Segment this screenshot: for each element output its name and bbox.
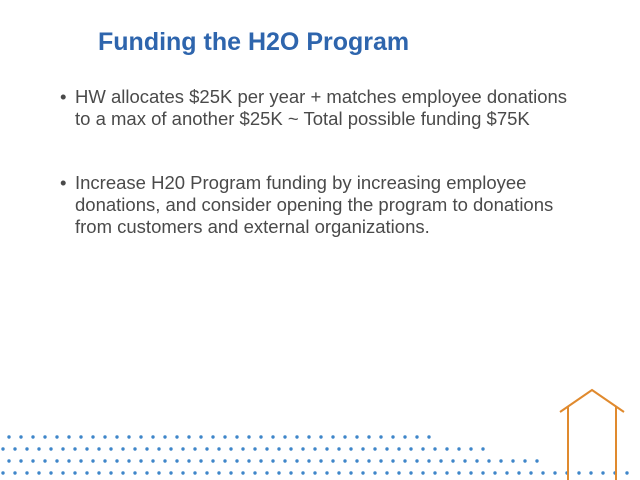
pattern-dot xyxy=(61,447,64,450)
pattern-dot xyxy=(313,471,316,474)
bullet-marker: • xyxy=(60,172,67,193)
pattern-dot xyxy=(361,471,364,474)
pattern-dot xyxy=(181,471,184,474)
pattern-dot xyxy=(13,447,16,450)
pattern-dot xyxy=(523,459,526,462)
pattern-dot xyxy=(493,471,496,474)
pattern-dot xyxy=(289,471,292,474)
pattern-dot xyxy=(7,459,10,462)
pattern-dot xyxy=(229,471,232,474)
pattern-dot xyxy=(295,459,298,462)
pattern-dot xyxy=(265,447,268,450)
pattern-dot xyxy=(133,471,136,474)
pattern-dot xyxy=(151,459,154,462)
pattern-dot xyxy=(337,447,340,450)
pattern-dot xyxy=(247,459,250,462)
pattern-dot xyxy=(205,471,208,474)
pattern-dot xyxy=(445,447,448,450)
pattern-dot xyxy=(451,459,454,462)
pattern-dot xyxy=(91,435,94,438)
pattern-dot xyxy=(43,459,46,462)
pattern-dot xyxy=(427,459,430,462)
pattern-dot xyxy=(259,435,262,438)
bullet-marker: • xyxy=(60,86,67,107)
pattern-dot xyxy=(241,447,244,450)
bullet-text: HW allocates $25K per year + matches employee donations to a max of another $25K ~ Total possible funding $75K xyxy=(75,86,568,129)
pattern-dot xyxy=(7,435,10,438)
pattern-dot xyxy=(97,447,100,450)
pattern-dot xyxy=(421,471,424,474)
pattern-dot xyxy=(325,471,328,474)
pattern-dot xyxy=(343,435,346,438)
pattern-dot xyxy=(85,447,88,450)
pattern-dot xyxy=(397,471,400,474)
pattern-dot xyxy=(19,435,22,438)
pattern-dot xyxy=(73,471,76,474)
pattern-dot xyxy=(517,471,520,474)
pattern-dot xyxy=(511,459,514,462)
house-outline-icon xyxy=(560,390,624,480)
pattern-dot xyxy=(49,471,52,474)
pattern-dot xyxy=(349,471,352,474)
pattern-dot xyxy=(265,471,268,474)
pattern-dot xyxy=(19,459,22,462)
pattern-dot xyxy=(331,435,334,438)
pattern-dot xyxy=(373,447,376,450)
pattern-dot xyxy=(25,447,28,450)
pattern-dot xyxy=(223,459,226,462)
pattern-dot xyxy=(439,459,442,462)
pattern-dot xyxy=(577,471,580,474)
pattern-dot xyxy=(457,471,460,474)
pattern-dot xyxy=(445,471,448,474)
pattern-dot xyxy=(337,471,340,474)
pattern-dot xyxy=(169,471,172,474)
pattern-dot xyxy=(355,459,358,462)
pattern-dot xyxy=(55,459,58,462)
pattern-dot xyxy=(367,435,370,438)
pattern-dot xyxy=(175,435,178,438)
pattern-dot xyxy=(325,447,328,450)
pattern-dot xyxy=(109,447,112,450)
pattern-dot xyxy=(541,471,544,474)
pattern-dot xyxy=(193,447,196,450)
pattern-dot xyxy=(301,471,304,474)
pattern-dot xyxy=(319,435,322,438)
pattern-dot xyxy=(163,435,166,438)
pattern-dot xyxy=(235,459,238,462)
pattern-dot xyxy=(415,435,418,438)
pattern-dot xyxy=(403,435,406,438)
pattern-dot xyxy=(1,447,4,450)
pattern-dot xyxy=(505,471,508,474)
pattern-dot xyxy=(37,447,40,450)
pattern-dot xyxy=(385,447,388,450)
pattern-dot xyxy=(361,447,364,450)
pattern-dot xyxy=(31,435,34,438)
pattern-dot xyxy=(589,471,592,474)
pattern-dot xyxy=(331,459,334,462)
pattern-dot xyxy=(115,459,118,462)
pattern-dot xyxy=(403,459,406,462)
bullet-text: Increase H20 Program funding by increasing employee donations, and consider opening the program to donations from customers and external organizations. xyxy=(75,172,554,237)
pattern-dot xyxy=(211,435,214,438)
pattern-dot xyxy=(157,471,160,474)
pattern-dot xyxy=(259,459,262,462)
pattern-dot xyxy=(421,447,424,450)
pattern-dot xyxy=(217,447,220,450)
pattern-dot xyxy=(469,447,472,450)
pattern-dot xyxy=(163,459,166,462)
pattern-dot xyxy=(229,447,232,450)
pattern-dot xyxy=(295,435,298,438)
pattern-dot xyxy=(145,471,148,474)
pattern-dot xyxy=(121,447,124,450)
pattern-dot xyxy=(73,447,76,450)
pattern-dot xyxy=(307,435,310,438)
pattern-dot xyxy=(487,459,490,462)
pattern-dot xyxy=(115,435,118,438)
pattern-dot xyxy=(529,471,532,474)
pattern-dot xyxy=(169,447,172,450)
pattern-dot xyxy=(253,471,256,474)
pattern-dot xyxy=(385,471,388,474)
pattern-dot xyxy=(283,459,286,462)
pattern-dot xyxy=(409,447,412,450)
pattern-dot xyxy=(145,447,148,450)
pattern-dot xyxy=(319,459,322,462)
pattern-dot xyxy=(499,459,502,462)
pattern-dot xyxy=(289,447,292,450)
pattern-dot xyxy=(463,459,466,462)
pattern-dot xyxy=(391,459,394,462)
pattern-dot xyxy=(409,471,412,474)
pattern-dot xyxy=(283,435,286,438)
pattern-dot xyxy=(151,435,154,438)
pattern-dot xyxy=(307,459,310,462)
pattern-dot xyxy=(481,447,484,450)
pattern-dot xyxy=(241,471,244,474)
pattern-dot xyxy=(277,471,280,474)
pattern-dot xyxy=(157,447,160,450)
slide-title: Funding the H2O Program xyxy=(98,28,410,56)
pattern-dot xyxy=(391,435,394,438)
pattern-dot xyxy=(55,435,58,438)
pattern-dot xyxy=(43,435,46,438)
pattern-dot xyxy=(601,471,604,474)
dot-pattern xyxy=(1,435,628,474)
pattern-dot xyxy=(427,435,430,438)
pattern-dot xyxy=(37,471,40,474)
pattern-dot xyxy=(67,459,70,462)
pattern-dot xyxy=(373,471,376,474)
pattern-dot xyxy=(187,435,190,438)
pattern-dot xyxy=(139,435,142,438)
pattern-dot xyxy=(103,435,106,438)
pattern-dot xyxy=(139,459,142,462)
pattern-dot xyxy=(349,447,352,450)
pattern-dot xyxy=(211,459,214,462)
pattern-dot xyxy=(625,471,628,474)
pattern-dot xyxy=(121,471,124,474)
pattern-dot xyxy=(433,447,436,450)
pattern-dot xyxy=(277,447,280,450)
pattern-dot xyxy=(205,447,208,450)
pattern-dot xyxy=(193,471,196,474)
pattern-dot xyxy=(49,447,52,450)
pattern-dot xyxy=(253,447,256,450)
pattern-dot xyxy=(235,435,238,438)
pattern-dot xyxy=(61,471,64,474)
pattern-dot xyxy=(367,459,370,462)
pattern-dot xyxy=(79,459,82,462)
pattern-dot xyxy=(85,471,88,474)
pattern-dot xyxy=(13,471,16,474)
pattern-dot xyxy=(25,471,28,474)
pattern-dot xyxy=(127,459,130,462)
pattern-dot xyxy=(469,471,472,474)
pattern-dot xyxy=(271,435,274,438)
pattern-dot xyxy=(175,459,178,462)
pattern-dot xyxy=(67,435,70,438)
pattern-dot xyxy=(379,459,382,462)
pattern-dot xyxy=(553,471,556,474)
pattern-dot xyxy=(199,459,202,462)
pattern-dot xyxy=(301,447,304,450)
pattern-dot xyxy=(397,447,400,450)
pattern-dot xyxy=(223,435,226,438)
pattern-dot xyxy=(457,447,460,450)
pattern-dot xyxy=(415,459,418,462)
pattern-dot xyxy=(109,471,112,474)
pattern-dot xyxy=(199,435,202,438)
pattern-dot xyxy=(97,471,100,474)
pattern-dot xyxy=(247,435,250,438)
pattern-dot xyxy=(217,471,220,474)
pattern-dot xyxy=(1,471,4,474)
pattern-dot xyxy=(475,459,478,462)
pattern-dot xyxy=(127,435,130,438)
pattern-dot xyxy=(535,459,538,462)
pattern-dot xyxy=(103,459,106,462)
pattern-dot xyxy=(433,471,436,474)
pattern-dot xyxy=(181,447,184,450)
pattern-dot xyxy=(343,459,346,462)
pattern-dot xyxy=(31,459,34,462)
pattern-dot xyxy=(187,459,190,462)
pattern-dot xyxy=(481,471,484,474)
pattern-dot xyxy=(379,435,382,438)
pattern-dot xyxy=(313,447,316,450)
pattern-dot xyxy=(79,435,82,438)
pattern-dot xyxy=(133,447,136,450)
pattern-dot xyxy=(91,459,94,462)
pattern-dot xyxy=(271,459,274,462)
pattern-dot xyxy=(355,435,358,438)
